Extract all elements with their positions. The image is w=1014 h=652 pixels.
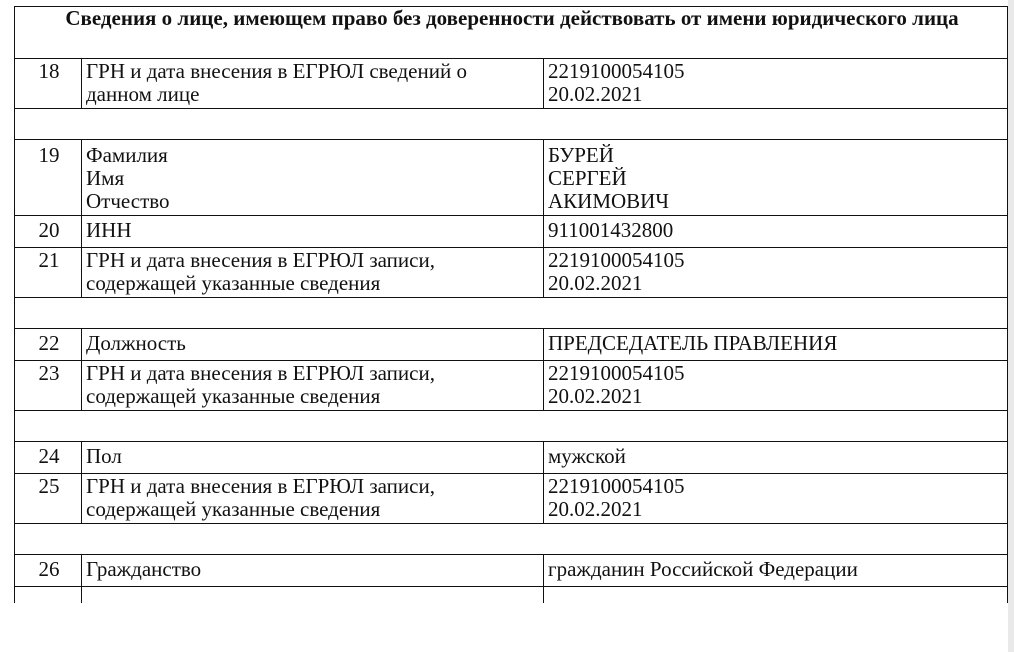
row-number: 24 <box>15 442 82 474</box>
citizenship-value: гражданин Российской Федерации <box>544 555 1008 587</box>
patronymic-label: Отчество <box>86 189 170 213</box>
row-label <box>82 140 544 216</box>
egrul-extract-table <box>14 6 1008 603</box>
continuation-cell <box>15 587 82 604</box>
date-value: 20.02.2021 <box>548 384 643 408</box>
row-value <box>544 59 1008 109</box>
row-label-line: содержащей указанные сведения <box>86 384 381 408</box>
table-row <box>15 140 1008 216</box>
date-value: 20.02.2021 <box>548 82 643 106</box>
row-label-line: ГРН и дата внесения в ЕГРЮЛ записи, <box>86 248 435 272</box>
row-label: Пол <box>82 442 544 474</box>
separator-cell <box>15 298 1008 329</box>
row-number: 23 <box>15 361 82 411</box>
row-number: 26 <box>15 555 82 587</box>
row-label <box>82 248 544 298</box>
row-value <box>544 248 1008 298</box>
table-row <box>15 442 1008 474</box>
row-label <box>82 59 544 109</box>
grn-value: 2219100054105 <box>548 474 685 498</box>
row-number: 18 <box>15 59 82 109</box>
table-row <box>15 248 1008 298</box>
separator-row <box>15 411 1008 442</box>
row-label-line: ГРН и дата внесения в ЕГРЮЛ записи, <box>86 474 435 498</box>
row-label <box>82 474 544 524</box>
table-row <box>15 361 1008 411</box>
table-row-continuation <box>15 587 1008 604</box>
name-value: СЕРГЕЙ <box>548 166 627 190</box>
row-value <box>544 474 1008 524</box>
surname-label: Фамилия <box>86 143 168 167</box>
gender-value: мужской <box>544 442 1008 474</box>
row-label <box>82 361 544 411</box>
row-number: 25 <box>15 474 82 524</box>
separator-cell <box>15 524 1008 555</box>
continuation-cell <box>544 587 1008 604</box>
table-row <box>15 555 1008 587</box>
table-row <box>15 59 1008 109</box>
name-label: Имя <box>86 166 125 190</box>
grn-value: 2219100054105 <box>548 248 685 272</box>
viewer-edge-shadow <box>1008 0 1014 652</box>
patronymic-value: АКИМОВИЧ <box>548 189 669 213</box>
row-label-line: ГРН и дата внесения в ЕГРЮЛ сведений о <box>86 59 467 83</box>
row-label: Должность <box>82 329 544 361</box>
table-row <box>15 216 1008 248</box>
separator-row <box>15 109 1008 140</box>
continuation-cell <box>82 587 544 604</box>
section-title: Сведения о лице, имеющем право без доверенности действовать от имени юридического лица <box>15 7 1008 59</box>
row-label: Гражданство <box>82 555 544 587</box>
separator-cell <box>15 411 1008 442</box>
row-number: 22 <box>15 329 82 361</box>
table-row <box>15 474 1008 524</box>
surname-value: БУРЕЙ <box>548 143 614 167</box>
row-label-line: данном лице <box>86 82 200 106</box>
section-header-row <box>15 7 1008 59</box>
row-number: 20 <box>15 216 82 248</box>
row-value <box>544 361 1008 411</box>
date-value: 20.02.2021 <box>548 271 643 295</box>
row-value <box>544 140 1008 216</box>
grn-value: 2219100054105 <box>548 59 685 83</box>
row-label: ИНН <box>82 216 544 248</box>
separator-cell <box>15 109 1008 140</box>
separator-row <box>15 298 1008 329</box>
row-label-line: ГРН и дата внесения в ЕГРЮЛ записи, <box>86 361 435 385</box>
separator-row <box>15 524 1008 555</box>
position-value: ПРЕДСЕДАТЕЛЬ ПРАВЛЕНИЯ <box>544 329 1008 361</box>
row-number: 21 <box>15 248 82 298</box>
row-label-line: содержащей указанные сведения <box>86 497 381 521</box>
inn-value: 911001432800 <box>544 216 1008 248</box>
table-row <box>15 329 1008 361</box>
date-value: 20.02.2021 <box>548 497 643 521</box>
grn-value: 2219100054105 <box>548 361 685 385</box>
row-number: 19 <box>15 140 82 216</box>
row-label-line: содержащей указанные сведения <box>86 271 381 295</box>
